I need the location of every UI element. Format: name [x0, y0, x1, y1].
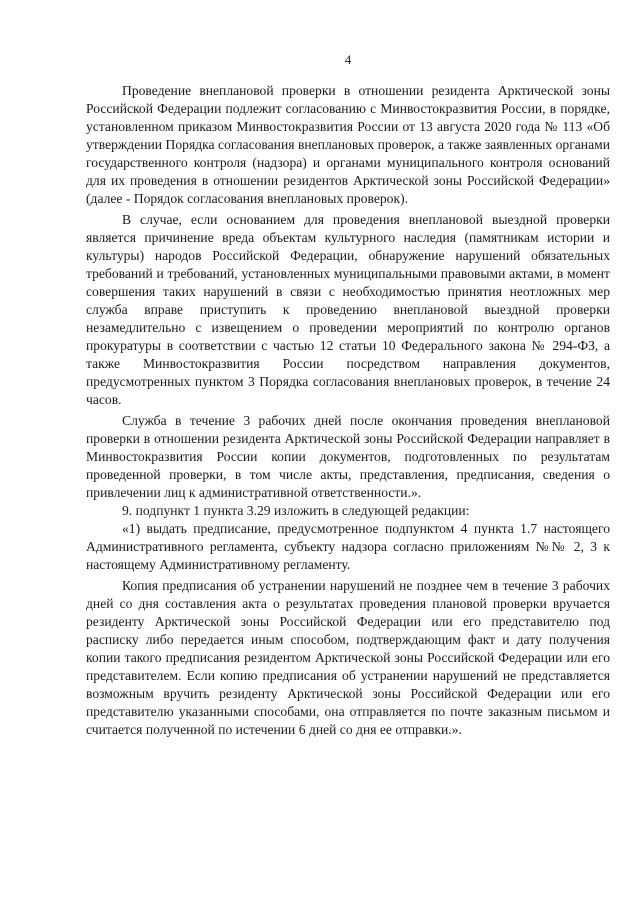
paragraph-documents-submission: Служба в течение 3 рабочих дней после окончания проведения внеплановой проверки в отношении резидента Арктической зоны Российской Федерации направляет в Минвостокразвития России копии документов, подготовленных по результатам проведенной проверки, в том числе акты, представления, предписания, сведения о привлечении лиц к административной ответственности.».	[86, 413, 610, 500]
paragraph-item-9: 9. подпункт 1 пункта 3.29 изложить в следующей редакции:	[122, 503, 470, 518]
paragraph-cultural-heritage-case: В случае, если основанием для проведения внеплановой выездной проверки является причинение вреда объектам культурного наследия (памятникам истории и культуры) народов Российской Федерации, обнаружение нарушений обязательных требований и требований, установленных муниципальными правовыми актами, в момент совершения таких нарушений в связи с необходимостью принятия неотложных мер служба вправе приступить к проведению внеплановой выездной проверки незамедлительно с извещением о проведении мероприятий по контролю органов прокуратуры в соответствии с частью 12 статьи 10 Федерального закона № 294-ФЗ, а также Минвостокразвития России посредством направления документов, предусмотренных пунктом 3 Порядка согласования внеплановых проверок, в течение 24 часов.	[86, 212, 610, 407]
paragraph-inspection-approval: Проведение внеплановой проверки в отношении резидента Арктической зоны Российской Федерации подлежит согласованию с Минвостокразвития России, в порядке, установленном приказом Минвостокразвития России от 13 августа 2020 года № 113 «Об утверждении Порядка согласования внеплановых проверок, а также заявленных органами государственного контроля (надзора) и органами муниципального контроля оснований для их проведения в отношении резидентов Арктической зоны Российской Федерации» (далее - Порядок согласования внеплановых проверок).	[86, 83, 610, 206]
paragraph-order-copy: Копия предписания об устранении нарушений не позднее чем в течение 3 рабочих дней со дня составления акта о результатах проведения плановой проверки вручается резиденту Арктической зоны Российской Федерации или его представителю под расписку либо передается иным способом, подтверждающим факт и дату получения копии такого предписания резидентом Арктической зоны Российской Федерации или его представителем. Если копию предписания об устранении нарушений не представляется возможным вручить резиденту Арктической зоны Российской Федерации или его представителю указанными способами, она отправляется по почте заказным письмом и считается полученной по истечении 6 дней со дня ее отправки.».	[86, 578, 610, 737]
page-number: 4	[344, 52, 352, 67]
paragraph-subitem-1: «1) выдать предписание, предусмотренное подпунктом 4 пункта 1.7 настоящего Административного регламента, субъекту надзора согласно приложениям №№ 2, 3 к настоящему Административному регламенту.	[86, 521, 610, 572]
